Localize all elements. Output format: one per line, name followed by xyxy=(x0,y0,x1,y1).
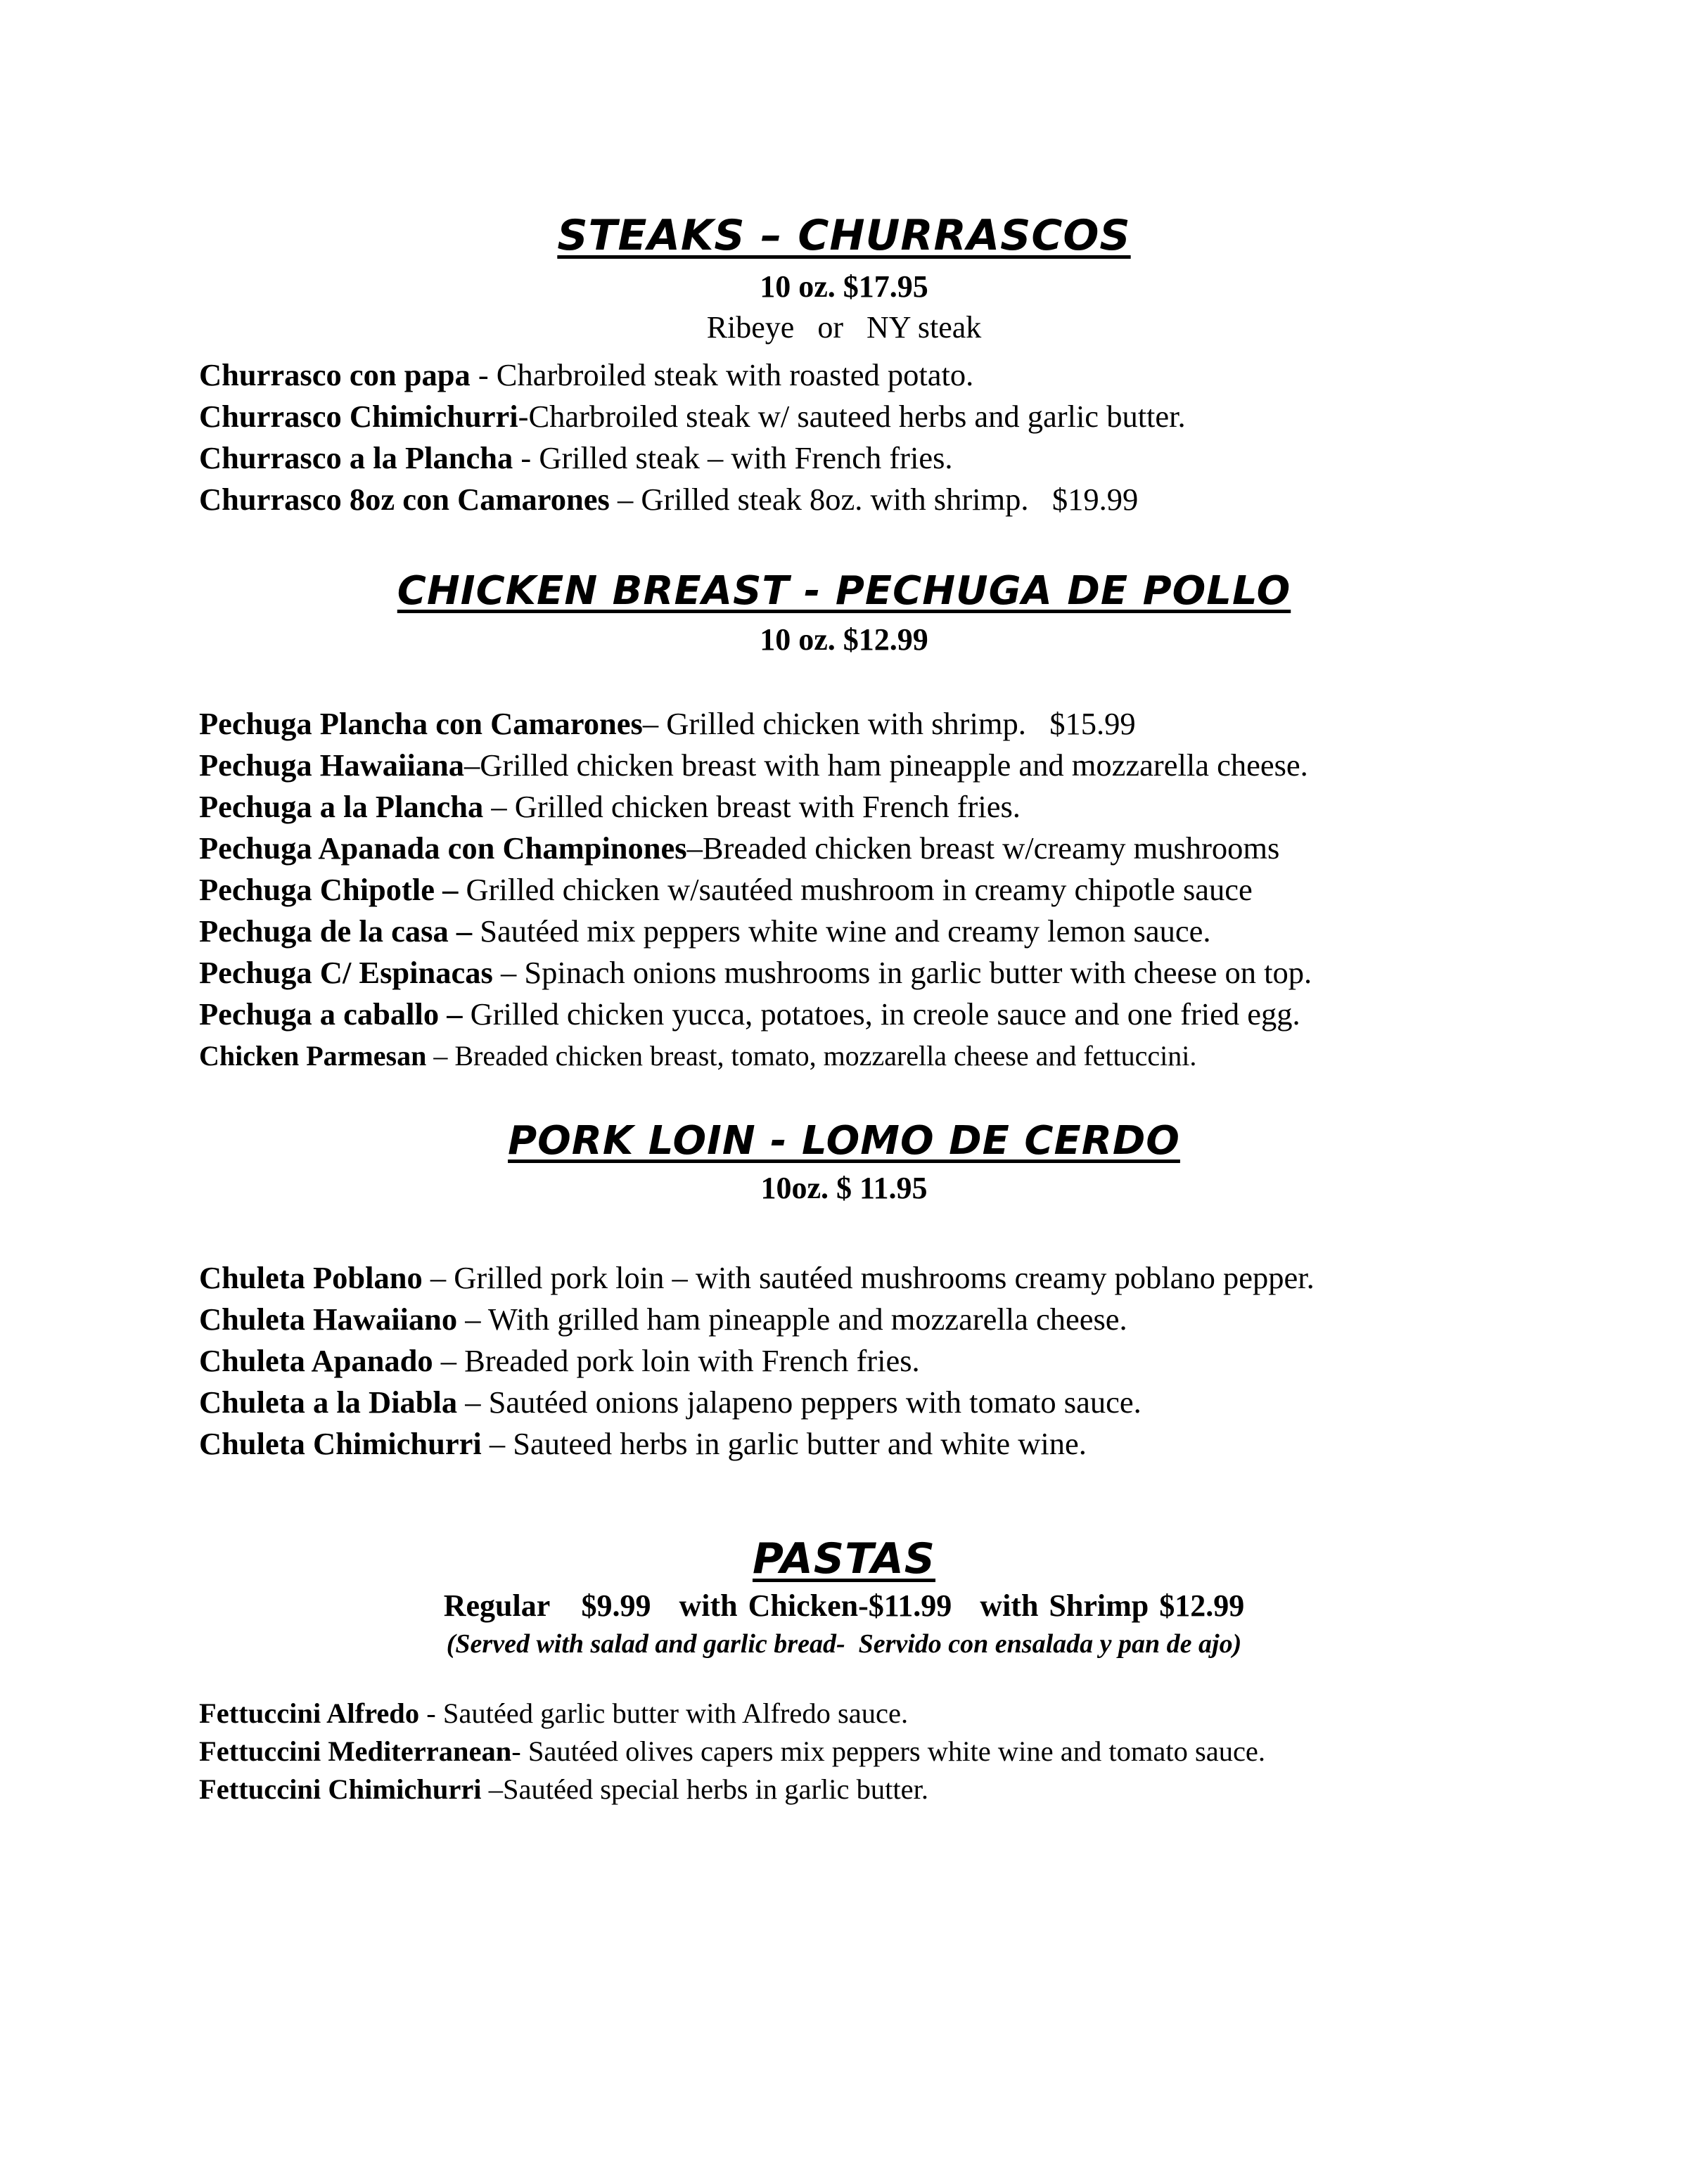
menu-item-name: Chuleta a la Diabla xyxy=(199,1385,458,1420)
menu-item-name: Pechuga Hawaiiana xyxy=(199,747,465,783)
menu-item-name: Pechuga Chipotle – xyxy=(199,872,459,907)
menu-item xyxy=(199,786,1648,828)
menu-item-desc: Grilled chicken yucca, potatoes, in creole sauce and one fried egg. xyxy=(462,996,1300,1032)
pastas-price-regular: Regular $9.99 xyxy=(443,1588,651,1623)
menu-item-desc: - Sautéed olives capers mix peppers white wine and tomato sauce. xyxy=(511,1735,1266,1767)
menu-item-name: Churrasco a la Plancha xyxy=(199,440,513,475)
pastas-section-title: PASTAS xyxy=(752,1534,936,1584)
pork-price: 10oz. $ 11.95 xyxy=(760,1171,928,1205)
menu-item xyxy=(199,354,1648,396)
menu-item xyxy=(199,437,1648,479)
pastas-item-list xyxy=(199,1695,1648,1809)
menu-item-desc: –Grilled chicken breast with ham pineapple and mozzarella cheese. xyxy=(464,747,1308,783)
menu-item-name: Chuleta Chimichurri xyxy=(199,1426,482,1461)
menu-item xyxy=(199,1423,1648,1465)
menu-item-desc: – Spinach onions mushrooms in garlic butter with cheese on top. xyxy=(492,955,1312,990)
chicken-section-title: CHICKEN BREAST - PECHUGA DE POLLO xyxy=(397,568,1291,614)
menu-item xyxy=(199,869,1648,911)
menu-item xyxy=(199,1382,1648,1423)
menu-item xyxy=(199,703,1648,745)
pastas-price-line xyxy=(0,1588,1688,1624)
menu-item-name: Fettuccini Mediterranean xyxy=(199,1735,512,1767)
menu-item-name: Pechuga de la casa – xyxy=(199,913,473,949)
menu-item-name: Churrasco 8oz con Camarones xyxy=(199,482,610,517)
menu-item-desc: - Sautéed garlic butter with Alfredo sauce. xyxy=(419,1697,909,1729)
steaks-subtitle: Ribeye or NY steak xyxy=(706,310,982,345)
menu-item-desc: – Grilled steak 8oz. with shrimp. $19.99 xyxy=(609,482,1139,517)
steaks-item-list xyxy=(199,354,1648,520)
menu-item-name: Chicken Parmesan xyxy=(199,1040,427,1072)
menu-item-desc: – Breaded chicken breast, tomato, mozzarella cheese and fettuccini. xyxy=(426,1040,1197,1072)
menu-item xyxy=(199,1340,1648,1382)
menu-item xyxy=(199,745,1648,786)
chicken-price: 10 oz. $12.99 xyxy=(760,622,928,657)
chicken-item-list xyxy=(199,703,1648,1077)
menu-item xyxy=(199,1733,1648,1771)
menu-item-name: Chuleta Hawaiiano xyxy=(199,1302,458,1337)
menu-item xyxy=(199,828,1648,869)
pork-item-list xyxy=(199,1257,1648,1465)
menu-item xyxy=(199,1035,1648,1077)
steaks-section-title: STEAKS – CHURRASCOS xyxy=(557,211,1131,260)
menu-item xyxy=(199,396,1648,437)
menu-item-desc: – Sautéed onions jalapeno peppers with tomato sauce. xyxy=(457,1385,1142,1420)
pastas-price-shrimp: with Shrimp $12.99 xyxy=(980,1588,1245,1623)
menu-item-name: Churrasco con papa xyxy=(199,357,471,392)
menu-item-name: Pechuga Apanada con Champinones xyxy=(199,830,687,866)
menu-item-name: Fettuccini Chimichurri xyxy=(199,1773,482,1805)
pork-section-title: PORK LOIN - LOMO DE CERDO xyxy=(508,1118,1180,1164)
menu-item-desc: –Sautéed special herbs in garlic butter. xyxy=(481,1773,928,1805)
menu-item-name: Chuleta Poblano xyxy=(199,1260,423,1295)
menu-item xyxy=(199,994,1648,1035)
menu-item-name: Pechuga C/ Espinacas xyxy=(199,955,493,990)
menu-item-desc: – Breaded pork loin with French fries. xyxy=(433,1343,920,1378)
menu-item-name: Chuleta Apanado xyxy=(199,1343,433,1378)
menu-item-desc: – Grilled chicken breast with French fries. xyxy=(483,789,1021,824)
menu-item xyxy=(199,1771,1648,1809)
menu-item-desc: – Sauteed herbs in garlic butter and white wine. xyxy=(481,1426,1087,1461)
menu-item-desc: –Breaded chicken breast w/creamy mushrooms xyxy=(686,830,1280,866)
menu-item xyxy=(199,479,1648,520)
menu-item-desc: - Charbroiled steak with roasted potato. xyxy=(470,357,974,392)
menu-item-desc: – With grilled ham pineapple and mozzarella cheese. xyxy=(457,1302,1127,1337)
menu-item-name: Pechuga a caballo – xyxy=(199,996,463,1032)
pastas-price-chicken: with Chicken-$11.99 xyxy=(679,1588,952,1623)
menu-item-desc: - Grilled steak – with French fries. xyxy=(513,440,953,475)
menu-item xyxy=(199,952,1648,994)
menu-item-name: Pechuga Plancha con Camarones xyxy=(199,706,643,741)
menu-item-desc: -Charbroiled steak w/ sauteed herbs and garlic butter. xyxy=(518,399,1186,434)
menu-item-name: Pechuga a la Plancha xyxy=(199,789,484,824)
menu-item-name: Churrasco Chimichurri xyxy=(199,399,518,434)
menu-item-desc: Grilled chicken w/sautéed mushroom in creamy chipotle sauce xyxy=(458,872,1253,907)
pastas-note: (Served with salad and garlic bread- Servido con ensalada y pan de ajo) xyxy=(446,1629,1242,1659)
menu-item-desc: – Grilled chicken with shrimp. $15.99 xyxy=(642,706,1136,741)
menu-item-name: Fettuccini Alfredo xyxy=(199,1697,420,1729)
menu-item-desc: Sautéed mix peppers white wine and creamy lemon sauce. xyxy=(472,913,1211,949)
steaks-price: 10 oz. $17.95 xyxy=(760,269,928,304)
menu-item xyxy=(199,1695,1648,1733)
menu-item xyxy=(199,1299,1648,1340)
menu-item-desc: – Grilled pork loin – with sautéed mushrooms creamy poblano pepper. xyxy=(422,1260,1315,1295)
menu-item xyxy=(199,1257,1648,1299)
menu-item xyxy=(199,911,1648,952)
